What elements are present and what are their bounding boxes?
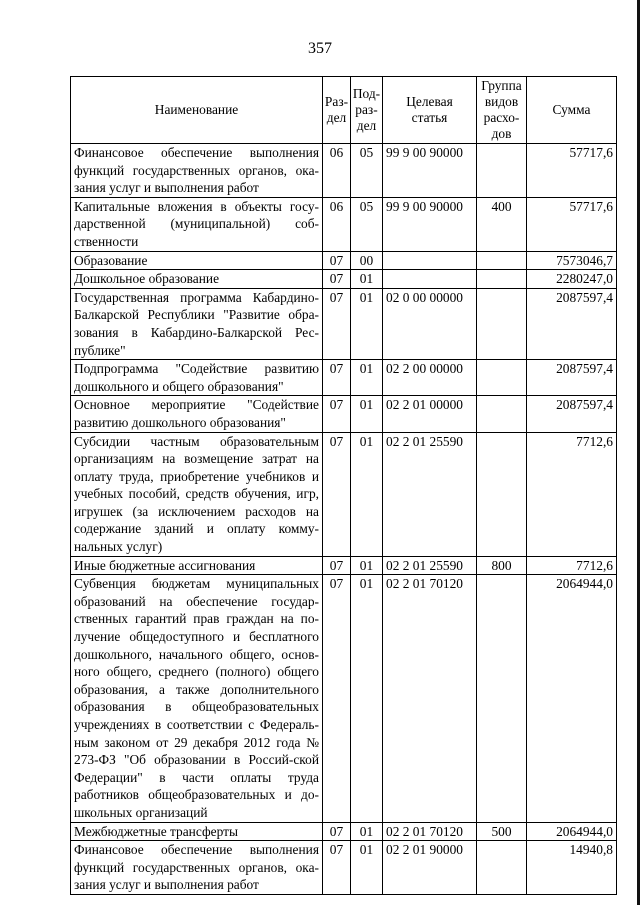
row-sum: 2087597,4 bbox=[527, 396, 617, 432]
table-row bbox=[71, 556, 617, 575]
row-sum: 2087597,4 bbox=[527, 288, 617, 359]
row-name: Иные бюджетные ассигнования bbox=[71, 556, 323, 575]
row-subsection: 01 bbox=[351, 575, 383, 822]
row-target-article: 02 2 01 25590 bbox=[383, 556, 477, 575]
row-sum: 7712,6 bbox=[527, 556, 617, 575]
row-section: 06 bbox=[323, 197, 351, 251]
row-expense-group bbox=[477, 396, 527, 432]
row-expense-group: 800 bbox=[477, 556, 527, 575]
row-expense-group bbox=[477, 144, 527, 198]
row-subsection: 01 bbox=[351, 556, 383, 575]
row-sum: 2064944,0 bbox=[527, 822, 617, 841]
row-section: 07 bbox=[323, 556, 351, 575]
row-name: Субсидии частным образовательным организациям на возмещение затрат на оплату труда, приобретение учебников и учебных пособий, средств обучения, игр, игрушек (за исключением расходов на содержание зданий и оплату комму-нальных услуг) bbox=[71, 432, 323, 556]
table-row bbox=[71, 270, 617, 289]
row-name: Подпрограмма "Содействие развитию дошкольного и общего образования" bbox=[71, 360, 323, 396]
row-name: Финансовое обеспечение выполнения функций государственных органов, ока-зания услуг и выполнения работ bbox=[71, 841, 323, 895]
header-expense-group: Группа видов расхо- дов bbox=[477, 77, 527, 144]
row-sum: 7573046,7 bbox=[527, 251, 617, 270]
row-sum: 57717,6 bbox=[527, 197, 617, 251]
row-subsection: 01 bbox=[351, 841, 383, 895]
row-sum: 57717,6 bbox=[527, 144, 617, 198]
row-subsection: 05 bbox=[351, 144, 383, 198]
row-expense-group bbox=[477, 251, 527, 270]
row-section: 06 bbox=[323, 144, 351, 198]
row-section: 07 bbox=[323, 822, 351, 841]
row-name: Межбюджетные трансферты bbox=[71, 822, 323, 841]
row-target-article: 02 2 01 70120 bbox=[383, 822, 477, 841]
row-target-article: 99 9 00 90000 bbox=[383, 144, 477, 198]
table-row bbox=[71, 396, 617, 432]
row-name: Капитальные вложения в объекты госу-дарственной (муниципальной) соб-ственности bbox=[71, 197, 323, 251]
row-sum: 14940,8 bbox=[527, 841, 617, 895]
row-target-article: 02 2 01 25590 bbox=[383, 432, 477, 556]
header-name: Наименование bbox=[71, 77, 323, 144]
row-section: 07 bbox=[323, 360, 351, 396]
row-expense-group bbox=[477, 432, 527, 556]
row-subsection: 01 bbox=[351, 396, 383, 432]
row-sum: 2280247,0 bbox=[527, 270, 617, 289]
row-target-article bbox=[383, 270, 477, 289]
row-subsection: 01 bbox=[351, 270, 383, 289]
table-row bbox=[71, 575, 617, 822]
table-row bbox=[71, 360, 617, 396]
row-subsection: 01 bbox=[351, 360, 383, 396]
row-target-article: 02 0 00 00000 bbox=[383, 288, 477, 359]
row-subsection: 01 bbox=[351, 432, 383, 556]
header-section: Раз- дел bbox=[323, 77, 351, 144]
row-target-article bbox=[383, 251, 477, 270]
budget-table bbox=[70, 76, 617, 895]
row-subsection: 01 bbox=[351, 822, 383, 841]
header-subsection: Под- раз- дел bbox=[351, 77, 383, 144]
row-sum: 2087597,4 bbox=[527, 360, 617, 396]
row-section: 07 bbox=[323, 575, 351, 822]
row-name: Основное мероприятие "Содействие развитию дошкольного образования" bbox=[71, 396, 323, 432]
header-sum: Сумма bbox=[527, 77, 617, 144]
table-row bbox=[71, 251, 617, 270]
row-target-article: 02 2 01 70120 bbox=[383, 575, 477, 822]
row-section: 07 bbox=[323, 841, 351, 895]
page-number: 357 bbox=[308, 40, 332, 57]
row-expense-group bbox=[477, 270, 527, 289]
row-subsection: 01 bbox=[351, 288, 383, 359]
table-row bbox=[71, 144, 617, 198]
table-row bbox=[71, 197, 617, 251]
row-expense-group bbox=[477, 841, 527, 895]
table-body bbox=[71, 144, 617, 895]
table-row bbox=[71, 822, 617, 841]
row-name: Дошкольное образование bbox=[71, 270, 323, 289]
row-expense-group: 400 bbox=[477, 197, 527, 251]
table-row bbox=[71, 288, 617, 359]
row-target-article: 02 2 00 00000 bbox=[383, 360, 477, 396]
table-row bbox=[71, 841, 617, 895]
row-section: 07 bbox=[323, 432, 351, 556]
row-expense-group: 500 bbox=[477, 822, 527, 841]
row-name: Финансовое обеспечение выполнения функций государственных органов, ока-зания услуг и выполнения работ bbox=[71, 144, 323, 198]
row-target-article: 02 2 01 00000 bbox=[383, 396, 477, 432]
row-expense-group bbox=[477, 360, 527, 396]
row-target-article: 99 9 00 90000 bbox=[383, 197, 477, 251]
row-name: Субвенция бюджетам муниципальных образований на обеспечение государ-ственных гарантий прав граждан на по-лучение общедоступного и бесплатного дошкольного, начального общего, основ-ного общего, среднего (полного) общего образования, а также дополнительного образования в общеобразовательных учреждениях в соответствии с Федераль-ным законом от 29 декабря 2012 года № 273-ФЗ "Об образовании в Россий-ской Федерации" в части оплаты труда работников общеобразовательных и до-школьных организаций bbox=[71, 575, 323, 822]
row-name: Государственная программа Кабардино-Балкарской Республики "Развитие обра-зования в Кабардино-Балкарской Рес-публике" bbox=[71, 288, 323, 359]
row-expense-group bbox=[477, 288, 527, 359]
row-section: 07 bbox=[323, 288, 351, 359]
table-row bbox=[71, 432, 617, 556]
row-section: 07 bbox=[323, 270, 351, 289]
row-subsection: 00 bbox=[351, 251, 383, 270]
row-sum: 7712,6 bbox=[527, 432, 617, 556]
header-target-article: Целевая статья bbox=[383, 77, 477, 144]
table-header-row bbox=[71, 77, 617, 144]
row-section: 07 bbox=[323, 251, 351, 270]
row-subsection: 05 bbox=[351, 197, 383, 251]
row-name: Образование bbox=[71, 251, 323, 270]
row-expense-group bbox=[477, 575, 527, 822]
row-sum: 2064944,0 bbox=[527, 575, 617, 822]
row-target-article: 02 2 01 90000 bbox=[383, 841, 477, 895]
row-section: 07 bbox=[323, 396, 351, 432]
